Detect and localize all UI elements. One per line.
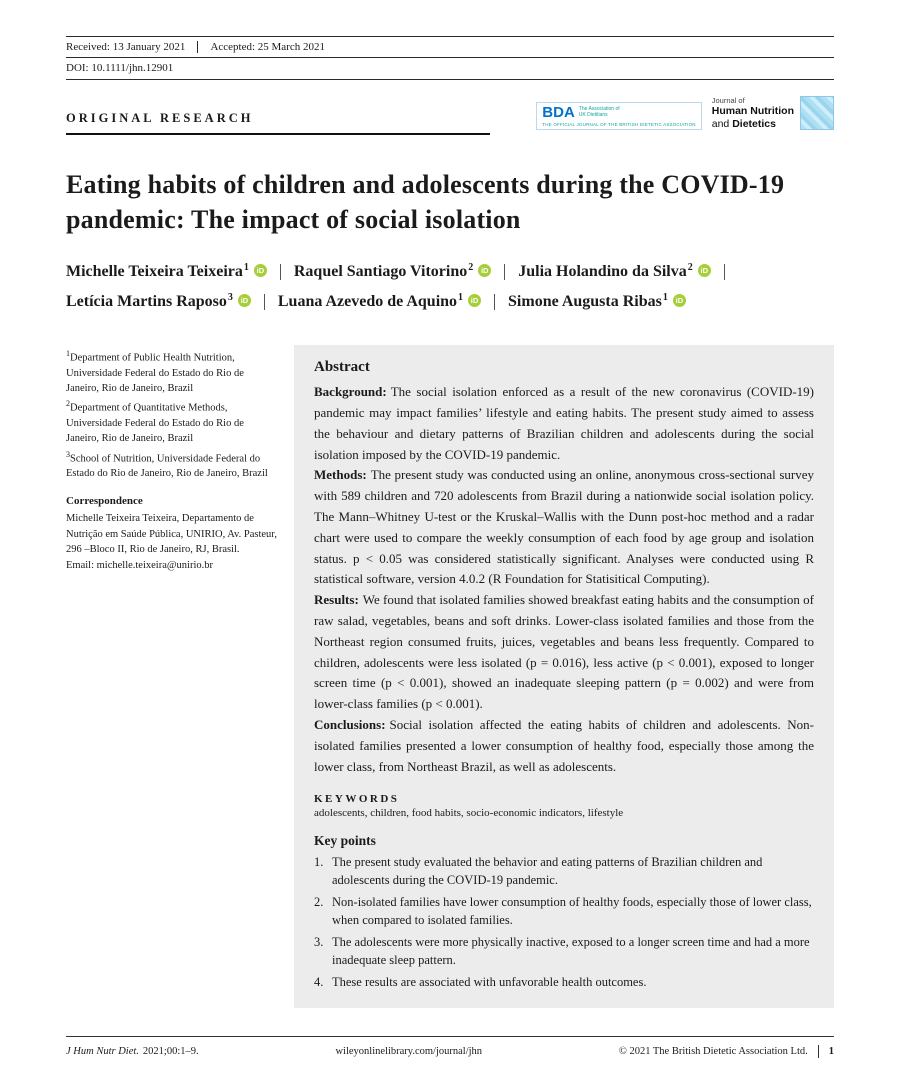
key-point-text: Non-isolated families have lower consumption of healthy foods, especially those of lower class, when compared to isolated families. — [332, 895, 812, 927]
author — [508, 293, 686, 311]
received-accepted-row — [66, 37, 834, 57]
author-affiliation-sup: 1 — [243, 262, 249, 274]
author-affiliation-sup: 3 — [227, 292, 233, 304]
abstract-section-text: Social isolation affected the eating habits of children and adolescents. Non-isolated families presented a lower consumption of healthy food, especially those among the lower class, from Northeast Brazil, as well as adolescents. — [314, 716, 814, 774]
author-name: Michelle Teixeira Teixeira — [66, 263, 243, 281]
abstract-section-text: The present study was conducted using an online, anonymous cross-sectional survey with 589 children and 720 adolescents from Brazil during a nationwide social isolation policy. The Mann–Whitney U-test or the Kruskal–Wallis with the Dunn post-hoc method and a radar chart were used to compare the weekly consumption of each food by age group and isolation status. p < 0.05 was considered statistically significant. Analyses were conducted using R statistical software, version 4.0.2 (R Foundation for Statisitical Computing). — [314, 467, 814, 587]
body-columns — [66, 345, 834, 1008]
orcid-icon-label: iD — [470, 296, 479, 306]
author-affiliation-sup: 1 — [458, 292, 464, 304]
orcid-icon[interactable] — [478, 264, 491, 277]
abstract-section-text: The social isolation enforced as a result of the new coronavirus (COVID-19) pandemic may impact families’ lifestyle and eating habits. The present study aimed to assess the behaviour and dietary patterns of Brazilian children and adolescents during the social isolation imposed by the COVID-19 pandemic. — [314, 384, 814, 462]
keywords-heading: KEYWORDS — [314, 793, 400, 806]
affiliation — [66, 449, 278, 482]
bda-logo-text: BDA — [542, 104, 575, 121]
affiliation — [66, 348, 278, 396]
abstract-background — [314, 382, 814, 465]
author-name: Simone Augusta Ribas — [508, 293, 662, 311]
author — [294, 263, 491, 281]
correspondence-email[interactable]: Email: michelle.teixeira@unirio.br — [66, 560, 213, 572]
orcid-icon[interactable] — [254, 264, 267, 277]
journal-logo-text — [712, 96, 794, 129]
affiliation — [66, 398, 278, 446]
abstract-section-label: Conclusions: — [314, 716, 386, 732]
masthead-divider — [197, 41, 198, 53]
key-point — [314, 894, 814, 929]
abstract-section-text: We found that isolated families showed breakfast eating habits and the consumption of raw salad, vegetables, beans and soft drinks. Lower-class isolated families and those from the Northeast region consumed fruits, juices, vegetables and beans less frequently. Compared to children, adolescents were less isolated (p = 0.016), less active (p < 0.001), exposed to longer screen time (p < 0.001), showed an inadequate sleeping pattern (p = 0.002) and were from lower-class families (p < 0.001). — [314, 592, 814, 712]
correspondence-text: Michelle Teixeira Teixeira, Departamento de Nutrição em Saúde Pública, UNIRIO, Av. Pasteur, 296 –Bloco II, Rio de Janeiro, RJ, Brasil. — [66, 513, 277, 555]
footer-url: wileyonlinelibrary.com/journal/jhn — [335, 1046, 483, 1057]
bda-tagline: The Association of UK Dietitians — [578, 105, 620, 118]
author-name: Julia Holandino da Silva — [518, 263, 687, 281]
journal-cover-thumbnail — [800, 96, 834, 130]
key-point-text: These results are associated with unfavorable health outcomes. — [332, 975, 647, 990]
affiliation-text: Department of Quantitative Methods, Universidade Federal do Estado do Rio de Janeiro, Rio de Janeiro, Brazil — [66, 402, 244, 445]
journal-name-line3 — [712, 118, 794, 130]
orcid-icon[interactable] — [238, 294, 251, 307]
article-type-label: ORIGINAL RESEARCH — [66, 111, 254, 125]
author-row-1 — [66, 263, 834, 281]
key-point — [314, 854, 814, 889]
author — [66, 263, 267, 281]
journal-name-line2: Human Nutrition — [711, 105, 794, 118]
author-separator — [494, 294, 495, 310]
author-affiliation-sup: 1 — [662, 292, 668, 304]
orcid-icon[interactable] — [468, 294, 481, 307]
affiliation-sup: 3 — [66, 449, 70, 459]
author-separator — [280, 264, 281, 280]
author-separator — [504, 264, 505, 280]
author-row-2 — [66, 293, 834, 311]
orcid-icon-label: iD — [675, 296, 684, 306]
key-point-text: The present study evaluated the behavior and eating patterns of Brazilian children and adolescents during the COVID-19 pandemic. — [332, 855, 763, 887]
orcid-icon-label: iD — [240, 296, 249, 306]
author-name: Luana Azevedo de Aquino — [277, 293, 458, 311]
author-affiliation-sup: 2 — [468, 262, 474, 274]
bda-logo — [536, 102, 701, 130]
bda-official-line: THE OFFICIAL JOURNAL OF THE BRITISH DIETETIC ASSOCIATION — [542, 122, 696, 127]
affiliation-sup: 2 — [66, 399, 70, 409]
footer-right — [619, 1045, 834, 1058]
key-point-number: 2. — [314, 895, 324, 910]
article-type-rule — [66, 111, 490, 135]
affiliation-text: School of Nutrition, Universidade Federal do Estado do Rio de Janeiro, Rio de Janeiro, Brazil — [66, 453, 268, 480]
author-affiliation-sup: 2 — [687, 262, 693, 274]
key-points-heading: Key points — [314, 833, 376, 849]
page-title: Eating habits of children and adolescents during the COVID-19 pandemic: The impact of social isolation — [66, 170, 785, 235]
footer-divider — [818, 1045, 819, 1058]
key-point — [314, 934, 814, 969]
key-point-number: 4. — [314, 975, 324, 990]
abstract-section-label: Background: — [314, 384, 387, 400]
affiliation-sup: 1 — [66, 349, 70, 359]
author — [66, 293, 251, 311]
divider — [66, 79, 834, 80]
orcid-icon[interactable] — [673, 294, 686, 307]
abstract-heading: Abstract — [314, 359, 370, 376]
journal-logos — [536, 96, 834, 135]
orcid-icon[interactable] — [698, 264, 711, 277]
abstract-methods — [314, 465, 814, 590]
header-row — [66, 96, 834, 135]
footer-citation-detail: 2021;00:1–9. — [142, 1046, 199, 1057]
correspondence-heading: Correspondence — [66, 495, 143, 508]
abstract-conclusions — [314, 715, 814, 777]
received-date: Received: 13 January 2021 — [66, 41, 186, 53]
author-name: Raquel Santiago Vitorino — [293, 263, 468, 281]
doi: DOI: 10.1111/jhn.12901 — [66, 62, 174, 74]
abstract-results — [314, 590, 814, 715]
key-point-number: 1. — [314, 855, 324, 870]
journal-name-line1: Journal of — [711, 96, 745, 106]
footer-journal-abbrev: J Hum Nutr Diet. — [66, 1046, 139, 1057]
author — [278, 293, 481, 311]
author-name: Letícia Martins Raposo — [66, 293, 227, 311]
abstract-box — [294, 345, 834, 1008]
footer-page-number: 1 — [828, 1046, 834, 1057]
author — [518, 263, 711, 281]
author-separator — [724, 264, 725, 280]
abstract-section-label: Results: — [314, 592, 359, 608]
journal-name-line3-dietetics: Dietetics — [732, 117, 776, 130]
journal-name-line3-and: and — [711, 117, 733, 130]
bda-logo-top — [542, 105, 695, 120]
affiliations-column — [66, 345, 278, 1008]
keywords-list: adolescents, children, food habits, socio-economic indicators, lifestyle — [314, 807, 624, 820]
affiliation-text: Department of Public Health Nutrition, Universidade Federal do Estado do Rio de Janeiro, Rio de Janeiro, Brazil — [66, 352, 244, 395]
author-separator — [264, 294, 265, 310]
footer-copyright: © 2021 The British Dietetic Association Ltd. — [618, 1046, 808, 1057]
page-footer — [66, 1036, 834, 1058]
journal-logo — [712, 96, 834, 130]
key-point-text: The adolescents were more physically inactive, exposed to a longer screen time and had a more inadequate sleep pattern. — [332, 935, 810, 967]
footer-citation — [66, 1046, 199, 1057]
key-point — [314, 974, 814, 992]
orcid-icon-label: iD — [700, 266, 708, 276]
abstract-section-label: Methods: — [314, 467, 367, 483]
author-list — [66, 263, 834, 311]
accepted-date: Accepted: 25 March 2021 — [210, 41, 325, 53]
orcid-icon-label: iD — [480, 266, 489, 276]
key-point-number: 3. — [314, 935, 324, 950]
orcid-icon-label: iD — [256, 266, 265, 276]
